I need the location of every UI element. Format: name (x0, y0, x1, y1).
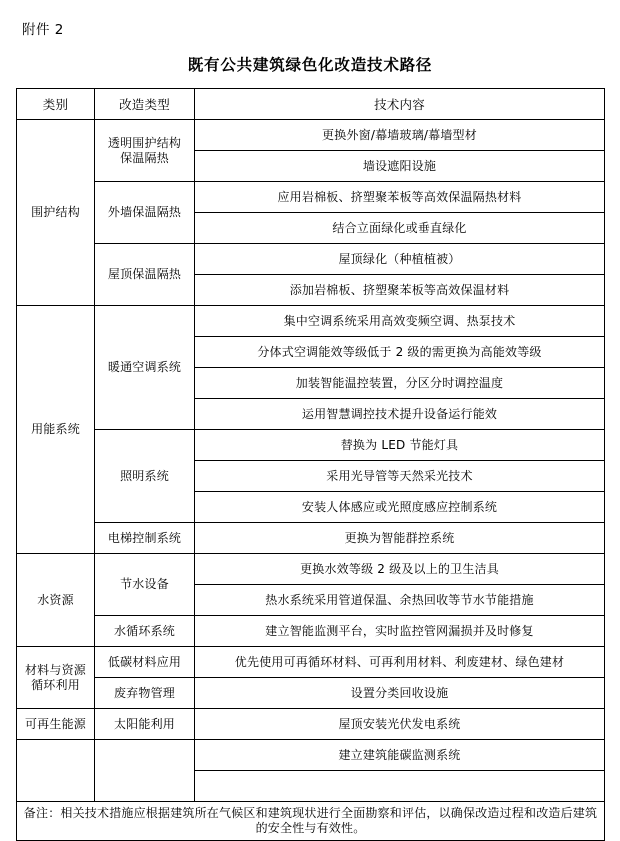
page-title: 既有公共建筑绿色化改造技术路径 (187, 56, 433, 74)
content-cell: 墙设遮阳设施 (195, 151, 605, 182)
header-retrofit-type: 改造类型 (95, 89, 195, 120)
content-cell: 分体式空调能效等级低于 2 级的需更换为高能效等级 (195, 337, 605, 368)
category-cell: 围护结构 (17, 120, 95, 306)
content-cell: 建立智能监测平台，实时监控管网漏损并及时修复 (195, 616, 605, 647)
retrofit-technique-table (16, 88, 605, 841)
table-header (17, 89, 605, 120)
content-cell: 集中空调系统采用高效变频空调、热泵技术 (195, 306, 605, 337)
content-cell: 屋顶绿化（种植植被） (195, 244, 605, 275)
category-cell (17, 647, 95, 709)
category-cell: 用能系统 (17, 306, 95, 554)
content-cell: 更换外窗/幕墙玻璃/幕墙型材 (195, 120, 605, 151)
type-cell: 电梯控制系统 (95, 523, 195, 554)
table-row (17, 647, 605, 678)
table-row (17, 430, 605, 461)
category-line-2: 循环利用 (31, 677, 80, 692)
content-cell: 优先使用可再循环材料、可再利用材料、利废建材、绿色建材 (195, 647, 605, 678)
table-row (17, 244, 605, 275)
table-row (17, 709, 605, 740)
header-technical-content: 技术内容 (195, 89, 605, 120)
type-cell: 节水设备 (95, 554, 195, 616)
type-cell: 水循环系统 (95, 616, 195, 647)
table-row (17, 523, 605, 554)
type-cell: 屋顶保温隔热 (95, 244, 195, 306)
content-cell (195, 771, 605, 802)
type-line-1: 透明围护结构 (107, 135, 182, 150)
table-row (17, 554, 605, 585)
table-row (17, 182, 605, 213)
header-category: 类别 (17, 89, 95, 120)
content-cell: 采用光导管等天然采光技术 (195, 461, 605, 492)
content-cell: 设置分类回收设施 (195, 678, 605, 709)
content-cell: 结合立面绿化或垂直绿化 (195, 213, 605, 244)
content-cell: 建立建筑能碳监测系统 (195, 740, 605, 771)
type-cell: 太阳能利用 (95, 709, 195, 740)
table-header-row (17, 89, 605, 120)
category-line-1: 材料与资源 (24, 662, 86, 677)
table-row (17, 120, 605, 151)
content-cell: 运用智慧调控技术提升设备运行能效 (195, 399, 605, 430)
content-cell: 更换水效等级 2 级及以上的卫生洁具 (195, 554, 605, 585)
type-cell: 外墙保温隔热 (95, 182, 195, 244)
content-cell: 替换为 LED 节能灯具 (195, 430, 605, 461)
table-note: 备注：相关技术措施应根据建筑所在气候区和建筑现状进行全面勘察和评估，以确保改造过程和改造后建筑的安全性与有效性。 (17, 802, 605, 841)
category-cell: 水资源 (17, 554, 95, 647)
content-cell: 安装人体感应或光照度感应控制系统 (195, 492, 605, 523)
category-cell: 可再生能源 (17, 709, 95, 740)
type-cell (95, 120, 195, 182)
table-note-row (17, 802, 605, 841)
content-cell: 加装智能温控装置，分区分时调控温度 (195, 368, 605, 399)
type-cell: 废弃物管理 (95, 678, 195, 709)
table-row (17, 616, 605, 647)
table-row (17, 678, 605, 709)
type-line-2: 保温隔热 (120, 150, 169, 165)
content-cell: 屋顶安装光伏发电系统 (195, 709, 605, 740)
type-cell: 暖通空调系统 (95, 306, 195, 430)
attachment-label: 附件 2 (22, 22, 64, 38)
table-body (17, 120, 605, 841)
type-cell: 照明系统 (95, 430, 195, 523)
table-row (17, 306, 605, 337)
type-cell: 低碳材料应用 (95, 647, 195, 678)
content-cell: 热水系统采用管道保温、余热回收等节水节能措施 (195, 585, 605, 616)
type-cell (95, 740, 195, 802)
content-cell: 添加岩棉板、挤塑聚苯板等高效保温材料 (195, 275, 605, 306)
category-cell (17, 740, 95, 802)
table-row (17, 740, 605, 771)
content-cell: 应用岩棉板、挤塑聚苯板等高效保温隔热材料 (195, 182, 605, 213)
content-cell: 更换为智能群控系统 (195, 523, 605, 554)
